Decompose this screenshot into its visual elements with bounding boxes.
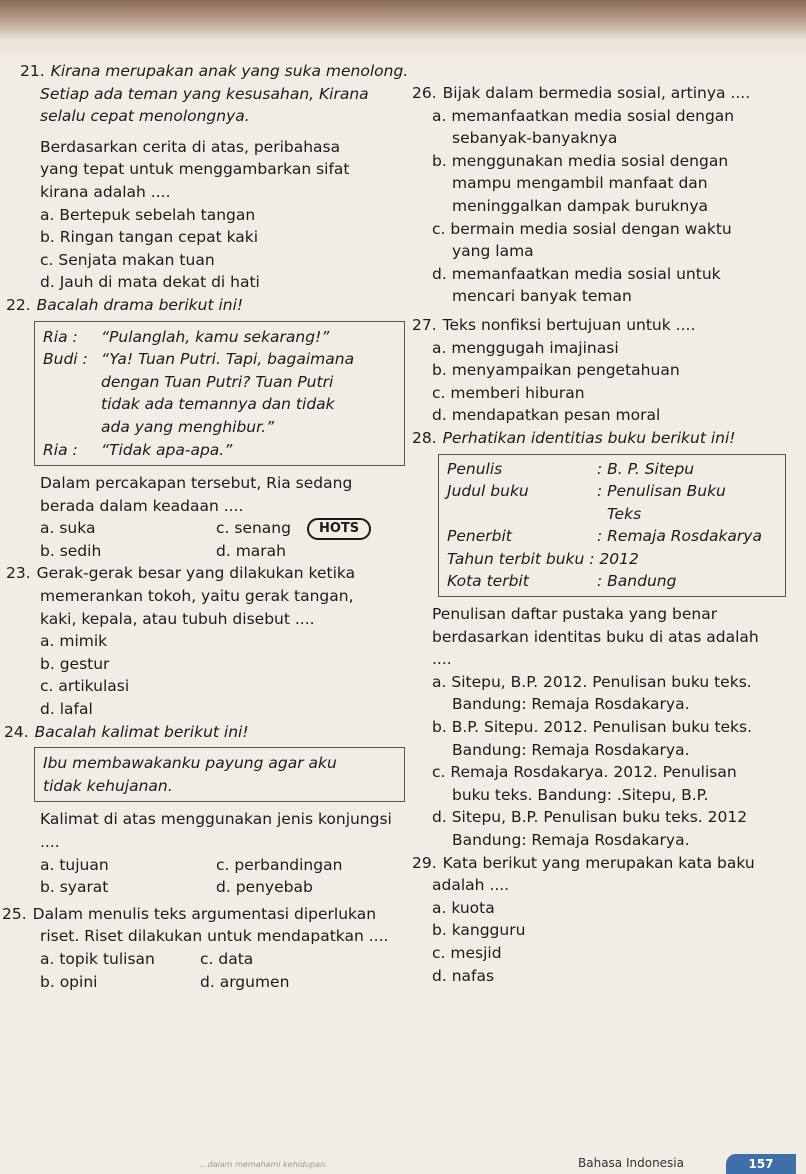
q24-options-row — [20, 876, 405, 899]
identity-value: Teks — [607, 504, 642, 523]
q26-option-a[interactable]: a. memanfaatkan media sosial dengan — [432, 106, 735, 125]
q28-title: Perhatikan identitias buku berikut ini! — [442, 428, 736, 447]
q25-options-row — [20, 971, 405, 994]
q29-line: adalah .... — [432, 876, 510, 895]
q21-line: Kirana merupakan anak yang suka menolong. — [50, 62, 409, 80]
q24-option-b[interactable]: b. syarat — [40, 878, 109, 897]
question-number: 24. — [4, 722, 29, 741]
question-29 — [412, 852, 798, 875]
dialog-line: “Pulanglah, kamu sekarang!” — [101, 327, 330, 346]
identity-value: : Remaja Rosdakarya — [597, 527, 762, 546]
q26-option-d-cont: mencari banyak teman — [452, 287, 632, 306]
q28-prompt: .... — [432, 650, 452, 669]
identity-value: : Bandung — [597, 572, 677, 591]
q23-option-c[interactable]: c. artikulasi — [40, 677, 130, 696]
q25-line: riset. Riset dilakukan untuk mendapatkan .... — [40, 927, 389, 946]
q25-option-b[interactable]: b. opini — [40, 972, 98, 991]
q22-option-d[interactable]: d. marah — [216, 541, 286, 560]
q28-option-d-cont: Bandung: Remaja Rosdakarya. — [452, 831, 690, 849]
q22-prompt: berada dalam keadaan .... — [40, 496, 244, 515]
sentence-line: Ibu membawakanku payung agar aku — [43, 754, 337, 773]
sentence-line: tidak kehujanan. — [43, 776, 173, 795]
identity-key: Tahun terbit buku : 2012 — [447, 549, 639, 568]
question-28 — [412, 427, 798, 450]
question-number: 29. — [412, 853, 437, 872]
question-22 — [6, 294, 405, 317]
q23-line: Gerak-gerak besar yang dilakukan ketika — [36, 564, 356, 583]
page-footer — [0, 1150, 806, 1174]
dialog-line: “Ya! Tuan Putri. Tapi, bagaimana — [101, 350, 355, 369]
speaker-ria: Ria : — [43, 440, 78, 459]
q29-option-d[interactable]: d. nafas — [432, 966, 495, 985]
question-21 — [20, 60, 409, 83]
q28-option-c[interactable]: c. Remaja Rosdakarya. 2012. Penulisan — [432, 763, 737, 782]
dialog-line: ada yang menghibur.” — [101, 417, 275, 436]
q24-option-d[interactable]: d. penyebab — [216, 878, 313, 897]
speaker-ria: Ria : — [43, 327, 78, 346]
identity-key: Judul buku — [447, 482, 529, 501]
identity-key: Kota terbit — [447, 572, 529, 591]
q24-title: Bacalah kalimat berikut ini! — [34, 722, 249, 741]
q27-option-d[interactable]: d. mendapatkan pesan moral — [432, 406, 661, 425]
page-edge-shadow — [0, 0, 806, 60]
identity-value: : Penulisan Buku — [597, 482, 726, 501]
q21-prompt: yang tepat untuk menggambarkan sifat — [40, 160, 350, 179]
q28-prompt: Penulisan daftar pustaka yang benar — [432, 605, 718, 624]
hots-badge: HOTS — [307, 518, 371, 540]
question-number: 22. — [6, 295, 31, 314]
q25-options-row — [20, 948, 405, 971]
q27-option-b[interactable]: b. menyampaikan pengetahuan — [432, 361, 680, 380]
q26-option-b-cont: mampu mengambil manfaat dan — [452, 174, 708, 193]
q25-option-d[interactable]: d. argumen — [200, 972, 290, 991]
question-number: 27. — [412, 315, 437, 334]
left-column — [2, 60, 409, 993]
question-25 — [2, 903, 405, 926]
q26-line: Bijak dalam bermedia sosial, artinya .... — [442, 84, 751, 102]
q22-option-a[interactable]: a. suka — [40, 519, 96, 538]
identity-value: : B. P. Sitepu — [597, 459, 695, 478]
q23-option-b[interactable]: b. gestur — [40, 654, 110, 673]
q28-option-c-cont: buku teks. Bandung: .Sitepu, B.P. — [452, 785, 709, 804]
book-identity-box — [438, 454, 786, 598]
q28-option-a[interactable]: a. Sitepu, B.P. 2012. Penulisan buku teks. — [432, 672, 752, 691]
q27-line: Teks nonfiksi bertujuan untuk .... — [442, 315, 696, 334]
q28-option-d[interactable]: d. Sitepu, B.P. Penulisan buku teks. 2012 — [432, 808, 748, 827]
q21-line: selalu cepat menolongnya. — [40, 107, 250, 126]
question-number: 21. — [20, 62, 45, 80]
q26-option-c[interactable]: c. bermain media sosial dengan waktu — [432, 219, 732, 238]
right-column — [412, 82, 798, 987]
q21-option-a[interactable]: a. Bertepuk sebelah tangan — [40, 205, 256, 224]
question-24 — [4, 721, 405, 744]
q26-option-b[interactable]: b. menggunakan media sosial dengan — [432, 151, 729, 170]
q26-option-a-cont: sebanyak-banyaknya — [452, 129, 618, 148]
question-number: 23. — [6, 564, 31, 583]
dialog-line: “Tidak apa-apa.” — [101, 440, 233, 459]
q22-title: Bacalah drama berikut ini! — [36, 295, 244, 314]
q25-line: Dalam menulis teks argumentasi diperlukan — [32, 904, 377, 923]
q26-option-d[interactable]: d. memanfaatkan media sosial untuk — [432, 264, 721, 283]
q28-prompt: berdasarkan identitas buku di atas adalah — [432, 627, 759, 646]
question-26 — [412, 82, 798, 105]
q28-option-b-cont: Bandung: Remaja Rosdakarya. — [452, 740, 690, 759]
q21-prompt: Berdasarkan cerita di atas, peribahasa — [40, 137, 341, 156]
q23-option-d[interactable]: d. lafal — [40, 700, 93, 719]
q22-option-c[interactable]: c. senang — [216, 519, 291, 538]
identity-key: Penulis — [447, 459, 503, 478]
speaker-budi: Budi : — [43, 350, 88, 369]
q21-line: Setiap ada teman yang kesusahan, Kirana — [40, 84, 369, 103]
q24-option-c[interactable]: c. perbandingan — [216, 855, 343, 874]
footer-subject: Bahasa Indonesia — [578, 1156, 684, 1170]
q21-option-b[interactable]: b. Ringan tangan cepat kaki — [40, 228, 259, 247]
question-23 — [6, 562, 405, 585]
q29-option-b[interactable]: b. kangguru — [432, 921, 526, 940]
sentence-box — [34, 747, 405, 802]
identity-key: Penerbit — [447, 527, 512, 546]
page-number: 157 — [726, 1154, 796, 1174]
q23-option-a[interactable]: a. mimik — [40, 632, 108, 651]
q27-option-c[interactable]: c. memberi hiburan — [432, 383, 585, 402]
q23-line: memerankan tokoh, yaitu gerak tangan, — [40, 587, 354, 606]
q24-option-a[interactable]: a. tujuan — [40, 855, 109, 874]
q25-option-c[interactable]: c. data — [200, 949, 254, 968]
q22-option-b[interactable]: b. sedih — [40, 541, 102, 560]
q27-option-a[interactable]: a. menggugah imajinasi — [432, 338, 619, 357]
q29-line: Kata berikut yang merupakan kata baku — [442, 853, 755, 872]
dialog-line: tidak ada temannya dan tidak — [101, 395, 335, 414]
q21-option-c[interactable]: c. Senjata makan tuan — [40, 250, 215, 269]
q25-option-a[interactable]: a. topik tulisan — [40, 949, 155, 968]
question-27 — [412, 314, 798, 337]
footer-running-text: ...dalam memahami kehidupan. — [200, 1160, 328, 1169]
q26-option-c-cont: yang lama — [452, 242, 534, 261]
q24-prompt: Kalimat di atas menggunakan jenis konjungsi — [40, 810, 392, 829]
q22-options-row — [20, 540, 405, 563]
q22-prompt: Dalam percakapan tersebut, Ria sedang — [40, 474, 353, 493]
q21-option-d[interactable]: d. Jauh di mata dekat di hati — [40, 273, 260, 292]
question-number: 26. — [412, 84, 437, 102]
q21-prompt: kirana adalah .... — [40, 182, 171, 201]
question-number: 28. — [412, 428, 437, 447]
q28-option-b[interactable]: b. B.P. Sitepu. 2012. Penulisan buku teks. — [432, 718, 753, 737]
q24-prompt: .... — [40, 833, 60, 851]
dialog-line: dengan Tuan Putri? Tuan Putri — [101, 372, 334, 391]
q26-option-b-cont: meninggalkan dampak buruknya — [452, 196, 709, 215]
q28-option-a-cont: Bandung: Remaja Rosdakarya. — [452, 695, 690, 714]
q29-option-c[interactable]: c. mesjid — [432, 943, 502, 962]
q22-options-row — [20, 517, 405, 540]
q24-options-row — [20, 854, 405, 877]
q23-line: kaki, kepala, atau tubuh disebut .... — [40, 609, 315, 628]
drama-box — [34, 321, 405, 467]
q29-option-a[interactable]: a. kuota — [432, 898, 495, 917]
question-number: 25. — [2, 904, 27, 923]
